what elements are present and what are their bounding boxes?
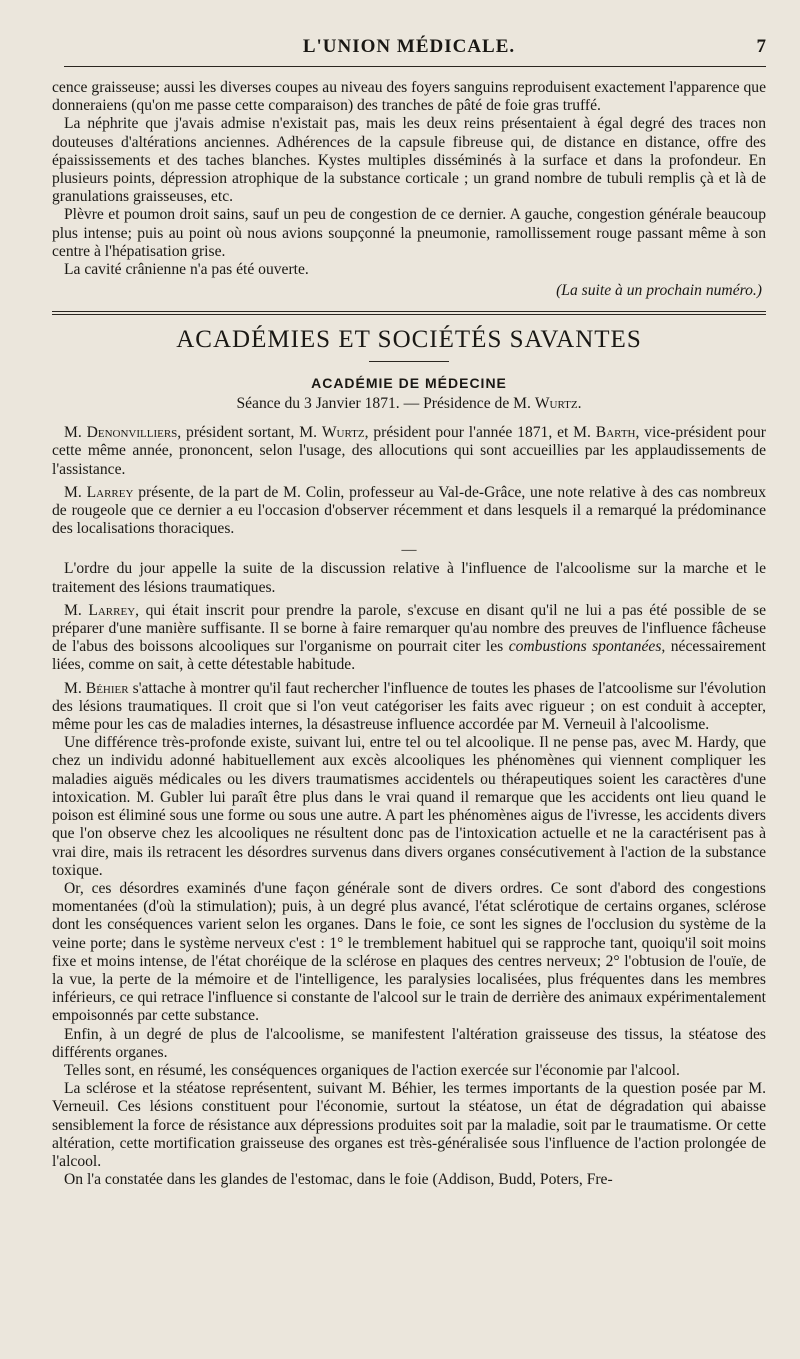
person-name: M. Larrey: [64, 483, 134, 501]
person-name: Wurtz,: [321, 424, 369, 442]
text-run: présente, de la part de M. Colin, professeur au Val-de-Grâce, une note relative à des cas nombreux de rougeole que ce dernier a eu l'occasion d'observer récemment et dans lesquels il a remarqué la prédominance des localisations thoraciques.: [52, 483, 766, 538]
body-paragraph-10: La sclérose et la stéatose représentent, suivant M. Béhier, les termes importants de la question posée par M. Verneuil. Ces lésions constituent pour l'économie, surtout la stéatose, un état de dégradation qui abaisse sensiblement la force de résistance aux dépressions produites soit par la maladie, soit par le traumatisme. Or cette altération, cette mortification graisseuse des organes est très-généralisée sous l'influence de l'action prolongée de l'alcool.: [52, 1080, 766, 1170]
intro-paragraph-1: cence graisseuse; aussi les diverses coupes au niveau des foyers sanguins reproduisent exactement l'apparence que donneraiens (qu'on me passe cette comparaison) des tranches de pâté de foie gras truffé.: [52, 79, 766, 115]
running-title: L'UNION MÉDICALE.: [302, 36, 516, 57]
continuation-note: (La suite à un prochain numéro.): [556, 282, 762, 300]
person-name: M. Larrey,: [64, 601, 140, 619]
title-rule: [369, 361, 449, 362]
separator-dash: —: [401, 542, 417, 559]
seance-line: [52, 394, 766, 414]
seance-president: Wurtz.: [534, 395, 582, 413]
emphasis: combustions spontanées,: [508, 638, 666, 656]
intro-paragraph-2: La néphrite que j'avais admise n'existait pas, mais les deux reins présentaient à égal degré des traces non douteuses d'altérations anciennes. Adhérences de la capsule fibreuse qui, de distance en distance, offre des épaississements et des taches blanches. Kystes multiples disséminés à la surface et dans la profondeur. En plusieurs points, dépression atrophique de la substance corticale ; un grand nombre de tubuli remplis çà et là de granulations graisseuses, etc.: [52, 115, 766, 206]
person-name: M. Béhier: [64, 679, 129, 697]
person-name: Barth,: [595, 424, 640, 442]
section-subtitle: ACADÉMIE DE MÉDECINE: [311, 375, 507, 392]
section-divider: [52, 311, 766, 315]
body-paragraph-4: [52, 602, 766, 675]
intro-paragraph-3: Plèvre et poumon droit sains, sauf un peu de congestion de ce dernier. A gauche, congestion générale beaucoup plus intense; puis au point où nous avions soupçonné la pneumonie, ramollissement rouge passant même à son centre à l'hépatisation grise.: [52, 206, 766, 260]
body-paragraph-3: L'ordre du jour appelle la suite de la discussion relative à l'influence de l'alcoolisme sur la marche et le traitement des lésions traumatiques.: [52, 560, 766, 596]
seance-text: Séance du 3 Janvier 1871. — Présidence de M.: [236, 395, 531, 413]
text-run: s'attache à montrer qu'il faut rechercher l'influence de toutes les phases de l'atcoolisme sur l'évolution des lésions traumatiques. Il croit que si l'on veut catégoriser les faits avec rigueur ; on est conduit à accepter, même pour les cas de maladies internes, la désastreuse influence accordée par M. Verneuil à l'alcoolisme.: [52, 679, 766, 734]
text-run: président pour l'année 1871, et M.: [368, 424, 596, 442]
body-paragraph-5: [52, 680, 766, 735]
body-paragraph-1: [52, 424, 766, 479]
body-paragraph-7: Or, ces désordres examinés d'une façon générale sont de divers ordres. Ce sont d'abord des congestions momentanées (d'où la stimulation); puis, à un degré plus avancé, l'état sclérotique de certains organes, sclérose dont les conséquences varient selon les organes. Dans le foie, ce sont les signes de l'occlusion du système de la veine porte; dans le système nerveux c'est : 1° le tremblement habituel qui se rapproche tant, quoiqu'il soit moins fixe et moins intense, de l'état choréique de la sclérose en plaques des centres nerveux; 2° l'obtusion de l'ouïe, de la vue, la perte de la mémoire et de l'intelligence, les paralysies localisées, plus fréquentes dans les membres inférieurs, ce qui retrace l'influence si constante de l'alcool sur le train de derrière des animaux expérimentalement empoisonnés par cette substance.: [52, 879, 766, 1025]
body-paragraph-9: Telles sont, en résumé, les conséquences organiques de l'action exercée sur l'économie par l'alcool.: [64, 1061, 680, 1079]
text-run: nécessairement liées, comme on sait, à cette détestable habitude.: [52, 638, 766, 674]
header-rule: [64, 66, 766, 67]
text-run: vice-président pour cette même année, prononcent, selon l'usage, des allocutions qui sont accueillies par les applaudissements de l'assistance.: [52, 424, 766, 478]
body-paragraph-11: On l'a constatée dans les glandes de l'estomac, dans le foie (Addison, Budd, Poters, Fre-: [64, 1171, 613, 1189]
text-run: président sortant, M.: [181, 424, 322, 442]
page-header: [52, 36, 766, 62]
page-number: 7: [756, 36, 766, 57]
text-run: qui était inscrit pour prendre la parole, s'excuse en disant qu'il ne lui a pas été possible de se préparer d'une manière suffisante. Il se borne à faire remarquer qu'au nombre des preuves de l'influence fâcheuse de l'abus des boissons alcooliques sur l'organisme on pourrait citer les: [52, 601, 766, 656]
body-paragraph-6: Une différence très-profonde existe, suivant lui, entre tel ou tel alcoolique. Il ne pense pas, avec M. Hardy, que chez un individu adonné habituellement aux excès alcooliques les phénomènes qui viennent compliquer les maladies aiguës médicales ou les divers traumatismes accidentels ou thérapeutiques soient les caractères d'une intoxication. M. Gubler lui paraît être plus dans le vrai quand il remarque que les accidents ont lieu quand le poison est éliminé sous une forme ou sous une autre. A part les phénomènes aigus de l'ivresse, les accidents divers que l'on observe chez les alcooliques ne résultent donc pas de l'intoxication actuelle et ne la caractérisent pas à vrai dire, mais ils retracent les désordres survenus dans divers organes consécutivement à l'action de la substance toxique.: [52, 734, 766, 879]
body-paragraph-2: [52, 484, 766, 539]
person-name: M. Denonvilliers,: [64, 424, 182, 442]
section-title: ACADÉMIES ET SOCIÉTÉS SAVANTES: [176, 326, 642, 354]
body-paragraph-8: Enfin, à un degré de plus de l'alcoolisme, se manifestent l'altération graisseuse des tissus, la stéatose des différents organes.: [52, 1025, 766, 1061]
intro-paragraph-4: La cavité crânienne n'a pas été ouverte.: [64, 261, 309, 279]
